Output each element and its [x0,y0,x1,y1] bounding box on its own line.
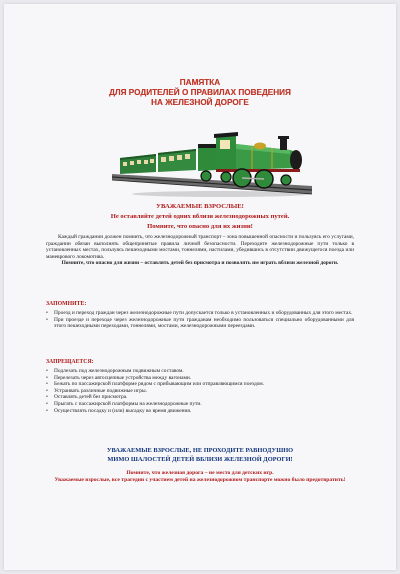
steam-train-illustration [112,122,312,204]
forbidden-item: • Осуществлять посадку и (или) высадку во время движения. [46,408,354,415]
footer-line-1: Помните, что железная дорога – не место для детских игр. [126,470,274,476]
intro-warning: Не оставляйте детей одних вблизи железнодорожных путей. [110,213,290,220]
forbidden-label: ЗАПРЕЩАЕТСЯ: [46,359,94,365]
remember-item: • При проезде и переходе через железнодорожные пути гражданам необходимо пользоваться специально оборудованными для этого пешеходными переходами, тоннелями, мостами, железнодорожными переездами. [46,317,354,330]
remember-item: • Проезд и переход граждан через железнодорожные пути допускается только в установленных и оборудованных для этого местах. [46,310,354,317]
forbidden-item: • Оставлять детей без присмотра. [46,394,354,401]
intro-paragraph: Каждый гражданин должен помнить, что железнодорожный транспорт – зона повышенной опасности и пользуясь его услугами, гражданин обязан выполнять общепринятые правила личной безопасности. Переходите железнодорожные пути только в установленных местах, пользуясь пешеходными мостами, тоннелями, настилами, убедившись в отсутствии движущегося поезда или маневрового локомотива. [46,234,354,260]
forbidden-item: • Прыгать с пассажирской платформы на железнодорожные пути. [46,401,354,408]
appeal-line-1: УВАЖАЕМЫЕ ВЗРОСЛЫЕ, НЕ ПРОХОДИТЕ РАВНОДУШНО [106,447,294,454]
intro-remember: Помните, что опасно для жизни – оставлять детей без присмотра и позволять им играть вблизи железной дороги. [61,260,339,267]
intro-greeting: УВАЖАЕМЫЕ ВЗРОСЛЫЕ! [156,203,244,210]
remember-label: ЗАПОМНИТЕ: [46,301,87,307]
leaflet-header [4,78,396,108]
intro-danger: Помните, что опасно для их жизни! [147,223,253,230]
forbidden-list [46,368,354,414]
intro-body [46,234,354,267]
forbidden-item: • Перелезать через автосцепные устройства между вагонами. [46,375,354,382]
footer-block [44,470,356,484]
remember-list-container [46,310,354,330]
remember-list [46,310,354,330]
forbidden-list-container [46,368,354,414]
forbidden-item: • Устраивать различные подвижные игры. [46,388,354,395]
forbidden-item: • Бежать по пассажирской платформе рядом с прибывающим или отправляющимся поездом. [46,381,354,388]
header-subtitle-2: НА ЖЕЛЕЗНОЙ ДОРОГЕ [151,98,249,107]
forbidden-item: • Подлезать под железнодорожным подвижным составом. [46,368,354,375]
appeal-line-2: МИМО ШАЛОСТЕЙ ДЕТЕЙ ВБЛИЗИ ЖЕЛЕЗНОЙ ДОРОГИ! [107,456,293,463]
header-title: ПАМЯТКА [179,78,221,87]
footer-line-2: Уважаемые взрослые, все трагедии с участием детей на железнодорожном транспорте можно было предотвратить! [54,477,346,483]
header-subtitle-1: ДЛЯ РОДИТЕЛЕЙ О ПРАВИЛАХ ПОВЕДЕНИЯ [109,88,291,97]
leaflet-page [4,4,396,570]
